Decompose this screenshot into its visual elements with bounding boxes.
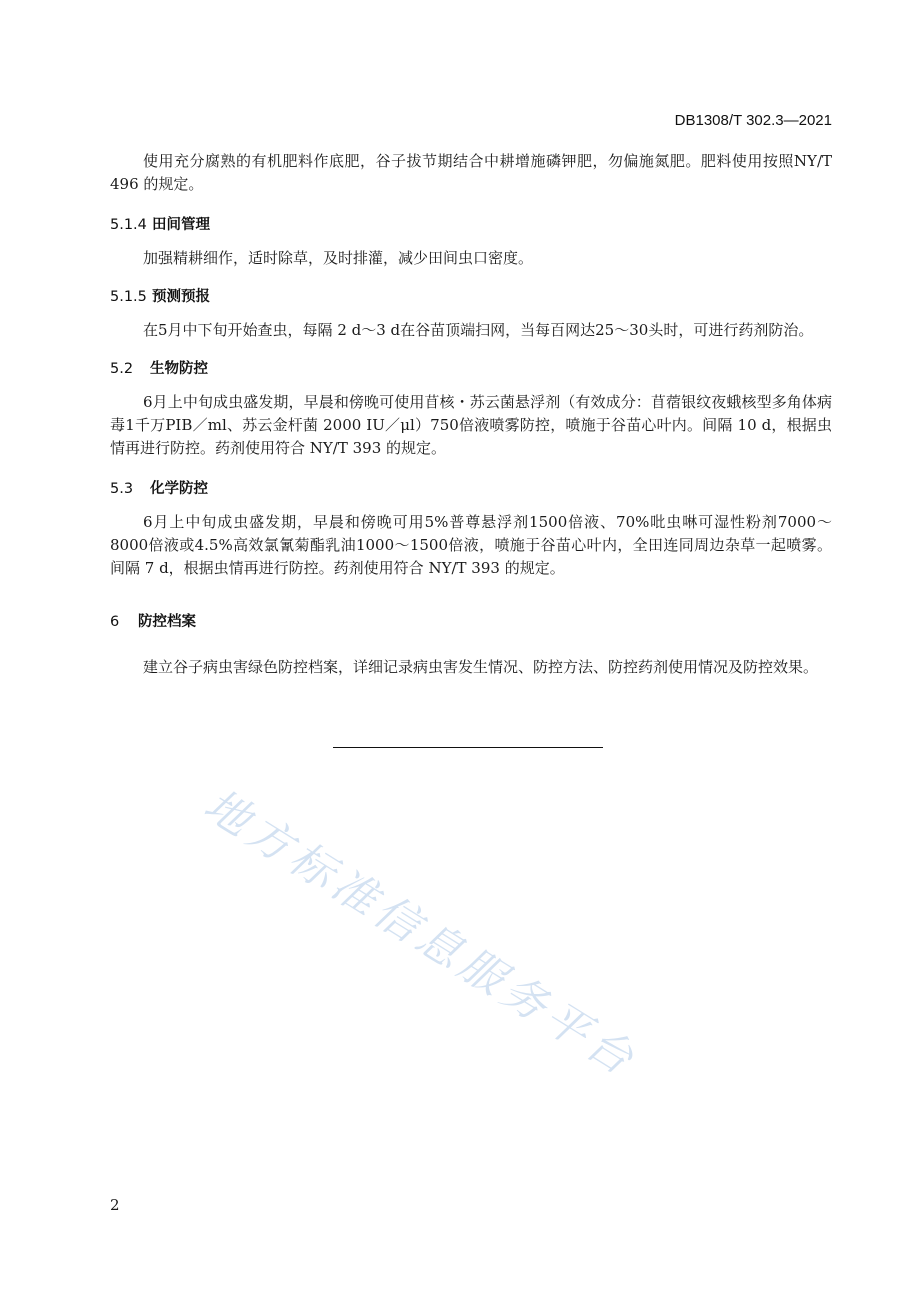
section-heading-5-1-4	[110, 213, 210, 234]
section-number: 6	[110, 614, 120, 630]
document-code: DB1308/T 302.3—2021	[674, 112, 832, 129]
paragraph-biological-control: 6月上中旬成虫盛发期，早晨和傍晚可使用苜核・苏云菌悬浮剂（有效成分：苜蓿银纹夜蛾核型多角体病毒1千万PIB／ml、苏云金杆菌 2000 IU／μl）750倍液喷雾防控，喷施于谷苗心叶内。间隔 10 d，根据虫情再进行防控。药剂使用符合 NY/T 393 的规定。	[110, 393, 832, 457]
paragraph-fertilizer: 使用充分腐熟的有机肥料作底肥，谷子拔节期结合中耕增施磷钾肥，勿偏施氮肥。肥料使用按照NY/T 496 的规定。	[110, 152, 832, 193]
section-heading-5-1-5	[110, 285, 210, 306]
section-heading-5-3	[110, 477, 208, 498]
watermark-text: 地方标准信息服务平台	[195, 779, 647, 1088]
section-number: 5.3	[110, 481, 134, 497]
page-number: 2	[110, 1196, 120, 1214]
paragraph-forecast: 在5月中下旬开始查虫，每隔 2 d～3 d在谷苗顶端扫网，当每百网达25～30头时，可进行药剂防治。	[143, 321, 814, 339]
section-title: 田间管理	[152, 217, 210, 233]
end-rule	[333, 747, 603, 748]
section-title: 预测预报	[152, 289, 210, 305]
section-title: 化学防控	[150, 481, 208, 497]
paragraph-chemical-control: 6月上中旬成虫盛发期，早晨和傍晚可用5%普尊悬浮剂1500倍液、70%吡虫啉可湿性粉剂7000～8000倍液或4.5%高效氯氰菊酯乳油1000～1500倍液，喷施于谷苗心叶内，全田连同周边杂草一起喷雾。间隔 7 d，根据虫情再进行防控。药剂使用符合 NY/T 393 的规定。	[110, 513, 832, 577]
section-number: 5.1.4	[110, 217, 147, 233]
paragraph-archive: 建立谷子病虫害绿色防控档案，详细记录病虫害发生情况、防控方法、防控药剂使用情况及防控效果。	[143, 658, 819, 676]
section-heading-6	[110, 610, 196, 631]
section-number: 5.1.5	[110, 289, 147, 305]
section-heading-5-2	[110, 357, 208, 378]
section-number: 5.2	[110, 361, 134, 377]
section-title: 防控档案	[138, 614, 196, 630]
paragraph-field-management: 加强精耕细作，适时除草，及时排灌，减少田间虫口密度。	[143, 249, 534, 267]
section-title: 生物防控	[150, 361, 208, 377]
